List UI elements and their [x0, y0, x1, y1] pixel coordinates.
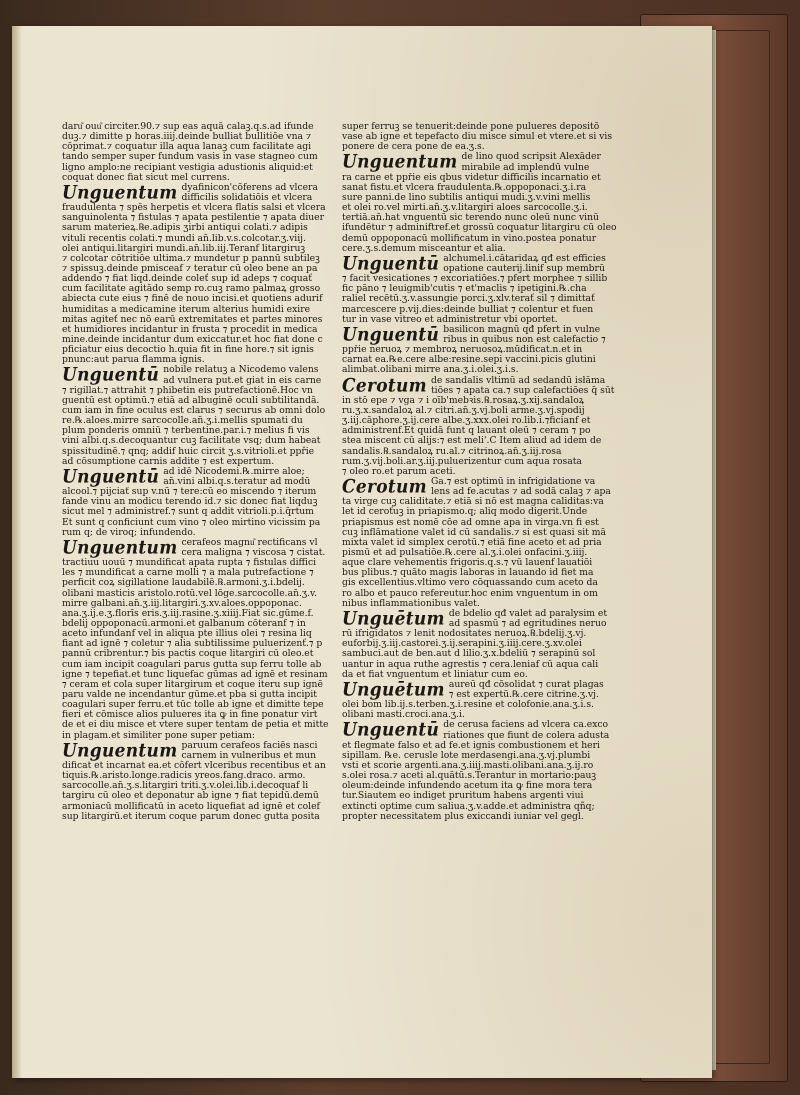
entry-heading-block	[342, 720, 634, 740]
entry-heading-block	[62, 183, 344, 203]
text-line: pficiatur eius decoctio h.quia fit in fine hore.⁊ sit ignis	[62, 344, 314, 356]
text-line: vituli recentis colati.⁊ mundi an̄.lib.v.s.colcotar.ʒ.viij.	[62, 232, 306, 244]
text-line: cera maligna ⁊ viscosa ⁊ cistat.	[181, 546, 326, 558]
text-line: ra carne et ppřie eis qbus videtur difficilis incarnatio et	[342, 172, 601, 183]
text-line: in plagam.et similiter pone super petiam:	[62, 729, 255, 741]
text-line: vase ab igne et tepefacto diu misce simul et vtere.et si vis	[342, 131, 613, 143]
rubric-heading: Unguentū	[342, 253, 440, 275]
text-line: mixta valet id simplex cerotū.⁊ etiā fine aceto et ad pria	[342, 536, 602, 548]
text-line: alchumel.i.cātaridaꝝ qđ est efficies	[443, 253, 606, 264]
text-line: sarcocolle.an̄.ʒ.s.litargiri triti.ʒ.v.olei.lib.i.decoquaf li	[62, 780, 309, 792]
rubric-heading: Unguentū	[342, 324, 440, 346]
text-line: tur.Siautem eo indiget pruritum habens argenti viui	[342, 790, 584, 802]
text-line: demū oppoponacū mollificatum in vino.postea ponatur	[342, 232, 597, 244]
text-line: oleum:deinde infundendo acetum ita ꝙ fine mora tera	[342, 780, 593, 792]
text-line: ad cōsumptione carnis addite ⁊ est expertum.	[62, 455, 275, 467]
text-line: propter necessitatem plus exiccandi iuniar vel gegl.	[342, 810, 584, 822]
heading-side-text	[443, 254, 606, 274]
heading-side-text	[182, 183, 318, 203]
entry-body	[342, 274, 634, 325]
text-line: bus plibus.⁊ quāto magis laboras in lauando id fiet ma	[342, 567, 594, 579]
text-line: de sandalis vltimū ad sedandū isłāma	[430, 375, 606, 386]
rubric-heading: Unguentū	[62, 365, 160, 386]
rubric-heading: Cerotum	[342, 375, 427, 396]
heading-side-text	[163, 365, 321, 385]
text-line: perficit coꝝ sigillatione laudabilē.℞.armoni.ʒ.i.bdelij.	[62, 577, 305, 589]
text-line: cōprimat.⁊ coquatur illa aqua lanaꝫ cum facilitate agi	[62, 141, 312, 153]
text-line: rum q; de viroq; infundendo.	[62, 526, 196, 538]
text-line: vini albi.q.s.decoquantur cuꝫ facilitate vsq; dum habeat	[62, 435, 321, 447]
rubric-heading: Unguētum	[342, 679, 445, 701]
text-line: difficilis solidatiōis et vlcera	[181, 191, 313, 203]
entry-body	[342, 629, 634, 680]
text-line: let id ceroťuꝫ in priapismo.q; aliq modo digerit.Unde	[342, 506, 588, 518]
text-line: sandalis.℞.sandaloꝝ ru.al.⁊ citrinoꝝ.an̄.ʒ.iij.rosa	[342, 445, 562, 457]
text-line: euforbij.ʒ.iij.castorei.ʒ.ij.serapini.ʒ.iiij.cere.ʒ.xv.olei	[342, 638, 582, 650]
text-line: ⁊ spissuꝫ.deinde pmisceaf ⁊ teratur cū oleo bene an pa	[62, 262, 318, 274]
text-line: dyafinicon'cōferens ad vlcera	[181, 182, 318, 193]
left-text-column	[62, 122, 344, 822]
text-line: et flegmate falso et ad fe.et ignis combustionem et heri	[342, 740, 600, 751]
entry-body	[62, 203, 344, 365]
text-line: Ga.⁊ est optimū in infrigidatione va	[430, 476, 596, 487]
text-line: alcool.⁊ pijciať sup v.nū ⁊ tere:cū eo miscendo ⁊ iterum	[62, 487, 317, 498]
text-line: tiōes ⁊ apata ca.⁊ sup calefactiōes q̄ sūt	[430, 384, 615, 396]
entry-heading-block	[62, 538, 344, 558]
text-line: addendo ⁊ fiat liqd.deinde coleť sup id adeps ⁊ coquať	[62, 273, 312, 285]
text-entry	[342, 477, 634, 609]
text-line: armoniacū mollificatū in aceto liquefiat ad ignē et colef	[62, 800, 320, 812]
text-line: in stō epe ⁊ vga ⁊ i oīb'mebꝛis.℞.rosaꝝ.ʒ.xij.sandaloꝝ	[342, 395, 585, 406]
text-line: uantur in aqua ruthe agrestis ⁊ cera.leniaf cū aqua cali	[342, 658, 599, 670]
entry-heading-block	[342, 254, 634, 274]
text-entry	[342, 122, 634, 152]
entry-body	[62, 122, 344, 183]
text-line: ana.ʒ.ij.e.ʒ.florīs eris.ʒ.iij.rasine.ʒ.xiiij.Fiat sic.gūme.f.	[62, 607, 314, 619]
entry-body	[62, 558, 344, 741]
text-line: nibus inflammationibus valet.	[342, 597, 480, 609]
text-line: coagulari super ferru.et tūc tolle ab igne et dimitte tepe	[62, 699, 324, 711]
text-line: ⁊ est expertū.℞.cere citrine.ʒ.vj.	[448, 688, 599, 700]
text-line: riationes que fiunt de colera adusta	[443, 729, 610, 741]
text-line: sure panni.de lino subtilis antiqui mudi.ʒ.v.vini mellis	[342, 192, 591, 203]
text-line: fande vinu an modicu terendo id.⁊ sic donec fiat liqduꝫ	[62, 496, 318, 508]
text-line: ligno amplo:ne recipiant vestigia adustionis aliquid:et	[62, 161, 313, 173]
heading-side-text	[182, 538, 326, 558]
text-line: lens ad fe.acutas ⁊ ad sodā calaꝫ ⁊ apa	[430, 486, 611, 498]
right-text-column	[342, 122, 634, 822]
entry-heading-block	[342, 376, 634, 396]
text-line: s.olei rosa.⁊ aceti al.quātū.s.Terantur in mortario:pauꝫ	[342, 770, 597, 782]
text-entry	[62, 183, 344, 366]
text-line: vsti et scorie argenti.ana.ʒ.iiij.masti.olibani.ana.ʒ.ij.ro	[342, 759, 594, 771]
text-line: aceto infundanf vel in aliqua pte illius olei ⁊ resina liq	[62, 628, 312, 640]
entry-heading-block	[62, 365, 344, 385]
text-line: ad idē Nicodemi.℞.mirre aloe;	[163, 466, 305, 477]
entry-heading-block	[342, 680, 634, 700]
text-line: les ⁊ mundificat a carne molli ⁊ a mala putrefactione ⁊	[62, 567, 314, 579]
text-line: priapismus est nomē cōe ad omne apa in virga.vn fi est	[342, 516, 599, 528]
text-line: ro albo et pauco refereutur.hoc enim vnguentum in om	[342, 587, 598, 599]
text-entry	[62, 538, 344, 741]
text-line: fieri et cōmisce alios pulueres ita ꝙ in fine ponatur virt	[62, 709, 318, 721]
heading-side-text	[443, 720, 609, 740]
entry-heading-block	[342, 609, 634, 629]
text-line: carnat ea.℞e.cere albe:resine.sepi vaccini.picis glutini	[342, 354, 596, 366]
rubric-heading: Unguentum	[342, 152, 458, 173]
text-line: humiditas a medicamine iterum alterius humidi exire	[62, 303, 311, 315]
text-line: olei antiqui.litargiri mundi.an̄.lib.iij.Teranf litargiruꝫ	[62, 242, 306, 254]
text-line: cum iam incipit coagulari parus gutta sup ferru tolle ab	[62, 658, 322, 670]
entry-body	[342, 173, 634, 254]
entry-body	[62, 386, 344, 467]
text-line: ppřie neruoꝝ ⁊ membroꝝ neruosoꝝ.mūdificat.n.et in	[342, 345, 583, 356]
text-line: sicut mel ⁊ administref.⁊ sunt q addit vitrioli.p.i.q̄rtum	[62, 506, 314, 518]
entry-body	[62, 761, 344, 822]
text-line: mitas agiteť nec nō earū extremitates et partes minores	[62, 313, 323, 325]
text-entry	[342, 152, 634, 253]
text-line: de lino quod scripsit Alexāder	[461, 152, 601, 163]
entry-body	[342, 396, 634, 477]
text-line: pannū cribrentur.⁊ bis pactis coque litargiri cū oleo.et	[62, 648, 314, 660]
book-page	[12, 26, 712, 1078]
text-line: et olei ro.vel mirti.an̄.ʒ.v.litargiri aloes sarcocolle.ʒ.i.	[342, 202, 588, 214]
text-line: mirre galbani.an̄.ʒ.iij.litargiri.ʒ.xv.aloes.oppoponac.	[62, 597, 302, 609]
rubric-heading: Unguētum	[342, 608, 445, 630]
entry-heading-block	[62, 467, 344, 487]
entry-heading-block	[342, 325, 634, 345]
text-line: da et fiat vnguentum et liniatur cum eo.	[342, 668, 528, 680]
text-line: pnunc:aut parua flamma ignis.	[62, 354, 205, 366]
text-entry	[62, 467, 344, 538]
text-line: cerafeos magnu͂ rectificans vl	[181, 537, 318, 548]
text-line: carnem in vulneribus et mun	[181, 749, 317, 761]
entry-body	[342, 122, 634, 152]
text-line: daru͂ ouu͂ circiter.90.⁊ sup eas aquā calaꝫ.q.s.ad ifunde	[62, 122, 314, 132]
text-line: dificat et incarnat ea.et cōfert vlceribus recentibus et an	[62, 760, 326, 771]
rubric-heading: Unguentū	[62, 466, 160, 488]
text-line: bdelij oppoponacū.armoni.et galbanum cōteranf ⁊ in	[62, 617, 306, 629]
text-line: raliel recētū.ʒ.v.assungie porci.ʒ.xlv.terať sil ⁊ dimittať	[342, 293, 595, 305]
text-line: ribus in quibus non est calefactio ⁊	[443, 333, 606, 345]
rubric-heading: Cerotum	[342, 476, 427, 498]
text-line: tractiuu uouū ⁊ mundificat apata rupta ⁊ fistulas diffici	[62, 558, 317, 569]
text-line: extincti optime cum saliua.ʒ.v.adde.et administra qñq;	[342, 800, 595, 812]
text-line: mirabile ad implendū vulne	[461, 161, 590, 173]
text-line: tertiā.an̄.hat vnguentū sic terendo nunc oleū nunc vinū	[342, 212, 599, 224]
text-line: sup litargirū.et iterum coque parum donec gutta posita	[62, 810, 320, 822]
heading-side-text	[449, 680, 604, 700]
text-line: ad vulnera put.et giat in eis carne	[163, 374, 322, 386]
heading-side-text	[443, 325, 605, 345]
text-line: coquat donec fiat sicut mel currens.	[62, 171, 230, 183]
text-line: de cerusa faciens ad vlcera ca.exco	[443, 720, 609, 731]
text-line: mine.deinde incidantur dum exiccatur.et hoc fiat done c	[62, 333, 323, 345]
text-line: super ferruꝫ se tenuerit:deinde pone pulueres depositō	[342, 122, 600, 132]
text-line: an̄.vini albi.q.s.teratur ad modū	[163, 475, 311, 487]
text-line: cum facilitate agitādo semp ro.cuꝫ ramo palmaꝝ grosso	[62, 283, 321, 295]
entry-heading-block	[342, 152, 634, 172]
text-line: cere.ʒ.s.demum misceantur et alia.	[342, 242, 506, 254]
entry-heading-block	[62, 741, 344, 761]
text-line: ta virge cuꝫ caliditate.⁊ etiā si nō est magna caliditas:va	[342, 497, 604, 508]
rubric-heading: Unguentum	[62, 182, 178, 204]
text-entry	[342, 609, 634, 680]
text-line: sipillam. ℞e. cerusle lote merdasengi.ana.ʒ.vj.plumbi	[342, 749, 591, 761]
text-line: plum ponderis omniū ⁊ terbentine.par.i.⁊ melius fi vis	[62, 425, 310, 437]
text-line: marcescere p.vij.dies:deinde bulliat ⁊ colentur et fuen	[342, 303, 594, 315]
text-line: ⁊ facit vesicationes ⁊ excoriatiōes.⁊ pfert morphee ⁊ sillib	[342, 274, 608, 285]
heading-side-text	[462, 152, 601, 172]
heading-side-text	[163, 467, 310, 487]
text-line: paruum cerafeos faciēs nasci	[181, 740, 318, 751]
heading-side-text	[431, 477, 611, 497]
entry-body	[342, 345, 634, 375]
text-entry	[342, 376, 634, 477]
entry-body	[342, 497, 634, 609]
text-line: fiant ad ignē ⁊ coletur ⁊ alia subtilissime puluerizenť.⁊ p	[62, 638, 323, 650]
entry-body	[342, 700, 634, 720]
text-line: paru valde ne incendantur gūme.et pba si gutta incipit	[62, 688, 317, 700]
text-line: tando semper super fundum vasis in vase stagneo cum	[62, 151, 318, 163]
text-line: ⁊ colcotar cōtritiōe ultima.⁊ mundetur p pannū subtileꝫ	[62, 252, 320, 264]
text-line: ponere de cera pone de ea.ʒ.s.	[342, 141, 485, 153]
text-line: sambuci.aut de ben.aut d lilio.ʒ.x.bdeliū ⁊ serapinū sol	[342, 648, 596, 660]
text-line: ad spasmū ⁊ ad egritudines neruo	[448, 617, 607, 629]
text-line: alimbat.olibani mirre ana.ʒ.i.olei.ʒ.i.s.	[342, 364, 519, 376]
text-line: gis excellentius.vltimo vero cōquassando cum aceto da	[342, 577, 598, 589]
rubric-heading: Unguentum	[62, 740, 178, 761]
page-gutter	[12, 26, 22, 1078]
text-line: pismū et ad pulsatiōe.℞.cere al.ʒ.i.olei onfacini.ʒ.iiij.	[342, 546, 588, 558]
text-line: Et sunt q conficiunt cum vino ⁊ oleo mirtino vicissim pa	[62, 516, 321, 528]
text-line: spissitudinē.⁊ qnq; addif huic circit ʒ.s.vitrioli.et ppřie	[62, 445, 315, 457]
text-line: ifundētur ⁊ adminiftref.et grossū coquatur litargiru cū oleo	[342, 222, 617, 234]
text-line: stea miscent cū alijs:⁊ est meli'.C Item aliud ad idem de	[342, 435, 602, 447]
rubric-heading: Unguentū	[342, 720, 440, 741]
text-line: fraudulenta ⁊ spēs herpetis et vlcera flatis salsi et vlcera	[62, 203, 326, 214]
text-entry	[62, 365, 344, 466]
text-line: re.℞.aloes.mirre sarcocolle.an̄.ʒ.i.mellis spumati du	[62, 415, 303, 427]
text-entry	[342, 325, 634, 376]
text-line: aque clare vehementis frigoris.q.s.⁊ vū lauenf lauatiōi	[342, 557, 593, 569]
text-entry	[62, 741, 344, 822]
text-entry	[342, 254, 634, 325]
text-line: basilicon magnū qđ pfert in vulne	[443, 324, 601, 335]
text-line: de bdelio qđ valet ad paralysim et	[448, 608, 608, 619]
text-entry	[62, 122, 344, 183]
text-line: ⁊ oleo ro.et parum aceti.	[342, 465, 456, 477]
text-line: sanguinolenta ⁊ fistulas ⁊ apata pestilentie ⁊ apata diuer	[62, 212, 325, 224]
entry-heading-block	[342, 477, 634, 497]
entry-body	[342, 741, 634, 822]
text-entry	[342, 720, 634, 821]
text-line: tur in vase vitreo et administretur vbi oportet.	[342, 313, 558, 325]
text-line: sarum materieꝝ.℞e.adipis ʒirbi antiqui colati.⁊ adipis	[62, 222, 308, 234]
text-line: abiecta cute eius ⁊ finē de nouo incisi.et quotiens adurif	[62, 293, 323, 305]
text-line: opatione cauterij.linif sup membrū	[443, 262, 605, 274]
heading-side-text	[431, 376, 615, 396]
heading-side-text	[449, 609, 607, 629]
text-line: rum.ʒ.vij.boli.ar.ʒ.iij.puluerizentur cum aqua rosata	[342, 455, 582, 467]
entry-body	[62, 487, 344, 538]
text-line: cum iam in fine oculus est clarus ⁊ securus ab omni dolo	[62, 404, 326, 416]
heading-side-text	[182, 741, 318, 761]
text-entry	[342, 680, 634, 721]
text-line: fic pāno ⁊ leuigmib'cutis ⁊ et'maclis ⁊ ipetigini.℞.cha	[342, 283, 587, 295]
text-line: cuꝫ inflāmatione valet id cū sandalis.⁊ si est quasi sit mā	[342, 526, 606, 538]
text-line: ru.ʒ.x.sandaloꝝ al.⁊ citri.an̄.ʒ.vj.boli arme.ʒ.vj.spodij	[342, 405, 585, 416]
text-line: rū ifrigidatos ⁊ lenit nodositates neruoꝝ.℞.bdelij.ʒ.vj.	[342, 629, 587, 640]
text-line: olibani masticis aristolo.rotū.vel lōge.sarcocolle.an̄.ʒ.v.	[62, 587, 318, 599]
text-line: ʒ.iij.cāphore.ʒ.ij.cere albe.ʒ.xxx.olei ro.lib.i.⁊ficianf et	[342, 415, 591, 427]
text-line: igne ⁊ tepefiat.et tunc liquefac gūmas ad ignē et resinam	[62, 668, 328, 680]
text-line: tiquis.℞.aristo.longe.radicis yreos.fang.draco. armo.	[62, 770, 306, 782]
text-line: nobile relatuꝫ a Nicodemo valens	[163, 365, 319, 376]
text-line: ⁊ rigillat.⁊ attrahit ⁊ phibetin eis putrefactionē.Hoc vn	[62, 385, 313, 396]
text-line: et humidiores incidantur in frusta ⁊ procedit in medica	[62, 323, 318, 335]
text-line: olei bom lib.ij.s.terben.ʒ.i.resine et colofonie.ana.ʒ.i.s.	[342, 700, 594, 711]
text-line: olibani masti.croci.ana.ʒ.i.	[342, 709, 465, 721]
text-line: duꝫ.⁊ dimitte p horas.iiij.deinde bulliat bullitiōe vna ⁊	[62, 131, 312, 143]
text-line: guentū est optimū.⁊ etiā ad albuginē oculi subtilitandā.	[62, 394, 320, 406]
text-line: administrenf.Et quidā funt q lauant oleū ⁊ ceram ⁊ po	[342, 425, 591, 437]
text-line: ⁊ ceram et cola super litargirum et coque iteru sup ignē	[62, 678, 323, 690]
text-line: sanat fistu.et vlcera fraudulenta.℞.oppoponaci.ʒ.i.ra	[342, 181, 587, 193]
text-line: targiru cū oleo et deponatur ab igne ⁊ fiat tepidū.demū	[62, 790, 319, 802]
rubric-heading: Unguentum	[62, 537, 178, 559]
text-line: aureū qđ cōsolidat ⁊ curat plagas	[448, 679, 604, 690]
text-line: de et ei diu misce et vtere super tentam de petia et mitte	[62, 719, 329, 731]
